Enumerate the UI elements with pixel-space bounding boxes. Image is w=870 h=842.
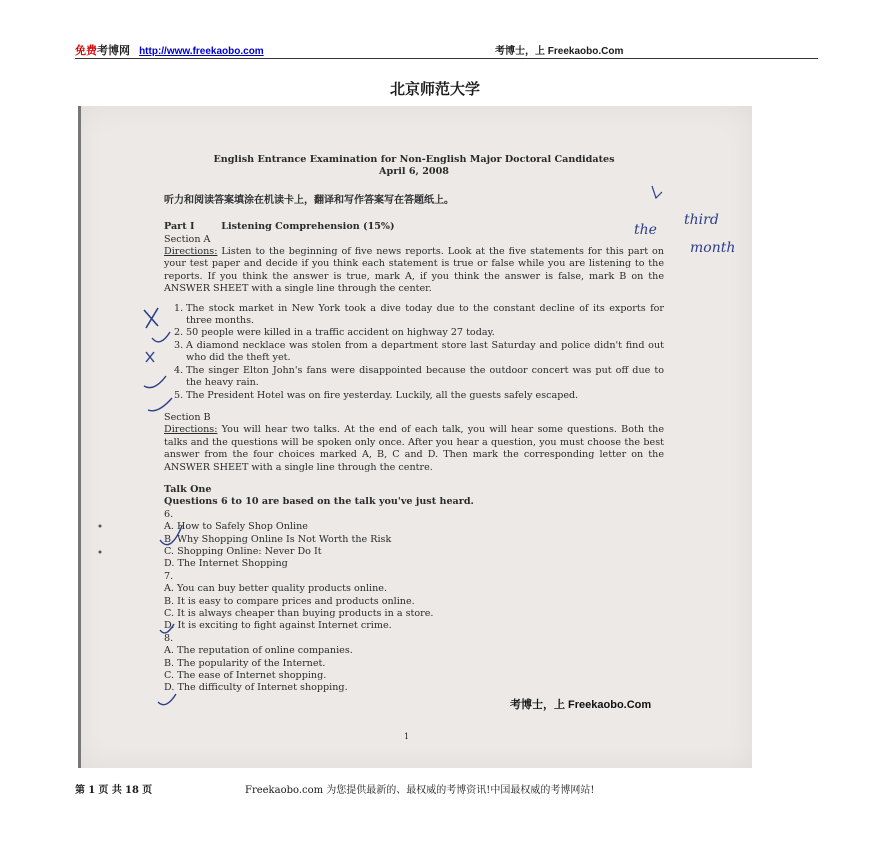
scan-page-number: 1 [404, 732, 410, 741]
footer-message: Freekaobo.com 为您提供最新的、最权威的考博资讯!中国最权威的考博网站! [245, 785, 595, 796]
scan-speck [99, 551, 102, 554]
header-slogan: 考博士，上 Freekaobo.Com [495, 46, 624, 57]
option-a: A. You can buy better quality products online. [164, 583, 388, 595]
school-title: 北京师范大学 [389, 80, 480, 98]
option-b: B. Why Shopping Online Is Not Worth the Risk [164, 533, 392, 545]
option-a: A. How to Safely Shop Online [164, 521, 308, 533]
directions-b-text: You will hear two talks. At the end of each talk, you will hear some questions. Both the talks and the questions will be spoken only once. After you hear a question, you must choose the best answer from the four choices marked A, B, C and D. Then mark the corresponding letter on the ANSWER SHEET with a single line through the centre. [164, 424, 664, 473]
directions-b-label: Directions: [164, 424, 218, 436]
item-number: 2. [174, 327, 184, 339]
talk-heading: Talk One [164, 483, 212, 495]
watermark-text: 考博士，上 Freekaobo.Com [510, 699, 652, 711]
handwritten-month: month [690, 240, 736, 256]
page-suffix: 页 [142, 785, 153, 796]
question-number: 6. [164, 508, 174, 520]
option-b: B. It is easy to compare prices and products online. [164, 595, 415, 607]
header-divider [75, 58, 818, 59]
question-number: 8. [164, 632, 174, 644]
brand-name: 考博网 [97, 45, 130, 57]
item-number: 1. [174, 302, 184, 314]
item-text: A diamond necklace was stolen from a department store last Saturday and police didn't find out who did the theft yet. [186, 339, 664, 364]
handwritten-mark-icon [652, 186, 662, 198]
option-c: C. Shopping Online: Never Do It [164, 545, 322, 557]
page-total: 18 [125, 785, 139, 796]
item-text: The President Hotel was on fire yesterday. Luckily, all the guests safely escaped. [186, 389, 579, 401]
check-mark-icon [144, 376, 166, 388]
scanned-exam-page [78, 106, 752, 768]
option-c: C. The ease of Internet shopping. [164, 670, 327, 682]
item-number: 4. [174, 364, 184, 376]
option-b: B. The popularity of the Internet. [164, 657, 326, 669]
check-mark-icon [160, 526, 182, 545]
check-mark-icon [152, 332, 170, 342]
part-heading: Part I Listening Comprehension (15%) [164, 221, 395, 233]
directions-a-label: Directions: [164, 246, 218, 258]
handwritten-marks [78, 106, 752, 768]
page-prefix: 第 [75, 785, 85, 796]
item-text: 50 people were killed in a traffic accident on highway 27 today. [186, 327, 495, 339]
scan-speck [99, 525, 102, 528]
site-url-link[interactable]: http://www.freekaobo.com [139, 46, 264, 57]
exam-title: English Entrance Examination for Non-English Major Doctoral Candidates [213, 154, 615, 165]
item-number: 5. [174, 389, 184, 401]
page-current: 1 [88, 785, 96, 796]
option-d: D. The difficulty of Internet shopping. [164, 682, 348, 694]
handwritten-the: the [634, 222, 657, 238]
exam-date: April 6, 2008 [379, 166, 449, 178]
cross-mark-icon [146, 352, 154, 362]
check-mark-icon [160, 624, 174, 633]
cross-mark-icon [144, 308, 158, 328]
page-footer [75, 781, 595, 796]
handwritten-third: third [684, 212, 719, 228]
page-mid: 页 共 [98, 785, 122, 796]
section-b-heading: Section B [164, 411, 211, 423]
brand-free: 免费 [75, 45, 97, 57]
question-number: 7. [164, 570, 174, 582]
directions-a-text: Listen to the beginning of five news reports. Look at the five statements for this part on your test paper and decide if you think each statement is true or false while you are listening to the reports. If you think the answer is true, mark A, if you think the answer is false, mark B on the ANSWER SHEET with a single line through the center. [164, 246, 664, 295]
exam-instruction: 听力和阅读答案填涂在机读卡上，翻译和写作答案写在答题纸上。 [164, 194, 454, 206]
questions-intro: Questions 6 to 10 are based on the talk you've just heard. [164, 496, 474, 508]
item-number: 3. [174, 339, 184, 351]
page-header [75, 40, 818, 60]
check-mark-icon [148, 398, 172, 411]
footer-page-count [75, 785, 152, 796]
site-brand [75, 42, 264, 58]
option-a: A. The reputation of online companies. [164, 645, 353, 657]
option-d: D. It is exciting to fight against Internet crime. [164, 620, 392, 632]
option-d: D. The Internet Shopping [164, 558, 288, 570]
check-mark-icon [158, 694, 176, 705]
item-text: The stock market in New York took a dive today due to the constant decline of its exports for three months. [186, 302, 664, 327]
section-a-heading: Section A [164, 233, 211, 245]
option-c: C. It is always cheaper than buying products in a store. [164, 608, 434, 619]
item-text: The singer Elton John's fans were disappointed because the outdoor concert was put off due to the heavy rain. [186, 364, 664, 389]
